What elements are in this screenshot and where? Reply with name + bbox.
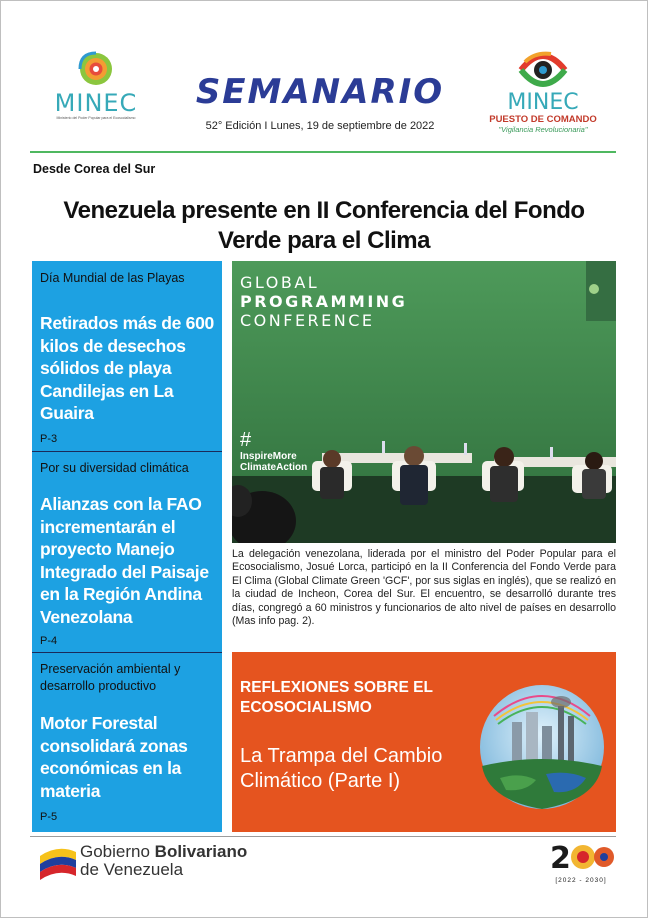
vigilancia-label: "Vigilancia Revolucionaria"	[498, 125, 588, 134]
edition-line: 52° Edición I Lunes, 19 de septiembre de 2022	[205, 120, 435, 132]
minec-wordmark: MINEC	[54, 89, 138, 117]
sidebar-headline-1[interactable]: Retirados más de 600 kilos de desechos sólidos de playa Candilejas en La Guaira	[40, 313, 214, 423]
bicentenario-200-icon	[548, 838, 614, 872]
bicentenario-years: [2022 - 2030]	[555, 877, 607, 884]
sidebar-category-1: Día Mundial de las Playas	[40, 271, 185, 285]
sidebar-category-3: Preservación ambiental y desarrollo productivo	[40, 662, 181, 693]
conference-photo[interactable]	[232, 261, 616, 543]
photo-caption: La delegación venezolana, liderada por el ministro del Poder Popular para el Ecosocialismo, Josué Lorca, participó en la II Conferencia del Fondo Verde para El Clima (Global Climate Green 'GCF', por sus siglas en inglés), que se realizó en la ciudad de Incheon, Corea del Sur. El encuentro, se desarrolló durante tres días, congregó a 60 ministros y funcionarios de alto nivel de países en desarrollo (Mas info pag. 2).	[232, 548, 616, 628]
reflexiones-heading: REFLEXIONES SOBRE EL ECOSOCIALISMO	[240, 679, 433, 716]
spiral-icon	[76, 50, 116, 88]
gov-line-2: de Venezuela	[80, 860, 184, 879]
hashtag-line-1: InspireMore	[240, 451, 297, 462]
header-divider	[30, 151, 616, 153]
sign-line-conference: CONFERENCE	[240, 311, 375, 330]
sidebar-divider	[32, 451, 222, 452]
masthead	[180, 72, 460, 132]
sign-line-global: GLOBAL	[240, 273, 320, 292]
reflexiones-title[interactable]: La Trampa del Cambio Climático (Parte I)	[240, 745, 443, 792]
minec-logo-left[interactable]	[36, 50, 156, 140]
sidebar-page-3: P-5	[40, 811, 58, 823]
lead-kicker: Desde Corea del Sur	[33, 162, 156, 176]
sidebar-page-1: P-3	[40, 433, 58, 445]
puesto-de-comando-logo[interactable]	[478, 48, 608, 148]
eye-icon	[515, 48, 571, 92]
sidebar-page-2: P-4	[40, 635, 58, 647]
bicentenario-logo[interactable]	[546, 838, 616, 884]
sidebar	[32, 261, 222, 832]
lead-headline[interactable]: Venezuela presente en II Conferencia del Fondo Verde para el Clima	[63, 197, 585, 254]
reflexiones-box[interactable]	[232, 652, 616, 832]
gobierno-bolivariano-wordmark[interactable]	[80, 843, 247, 879]
conference-sign	[240, 273, 407, 330]
footer-divider	[30, 836, 616, 837]
sign-line-programming: PROGRAMMING	[240, 292, 408, 311]
sidebar-divider	[32, 652, 222, 653]
gov-line-1b: Bolivariano	[154, 842, 248, 861]
hashtag-sign	[240, 429, 307, 473]
puesto-de-comando-label: PUESTO DE COMANDO	[489, 114, 597, 125]
sidebar-headline-2[interactable]: Alianzas con la FAO incrementarán el proyecto Manejo Integrado del Paisaje en la Región Andina Venezolana	[40, 494, 209, 627]
earth-city-illustration	[476, 682, 608, 812]
svg-text:2: 2	[550, 841, 571, 872]
ministry-subtitle: Ministerio del Poder Popular para el Ecosocialismo	[56, 116, 136, 120]
sidebar-category-2: Por su diversidad climática	[40, 461, 189, 475]
masthead-title: SEMANARIO	[195, 72, 445, 112]
minec-wordmark-right: MINEC	[507, 90, 579, 115]
hashtag-line-2: ClimateAction	[240, 462, 308, 473]
sidebar-headline-3[interactable]: Motor Forestal consolidará zonas económicas en la materia	[40, 713, 188, 801]
hash-icon: #	[240, 429, 252, 451]
venezuela-flag-icon	[38, 840, 78, 880]
gov-line-1a: Gobierno	[80, 842, 155, 861]
